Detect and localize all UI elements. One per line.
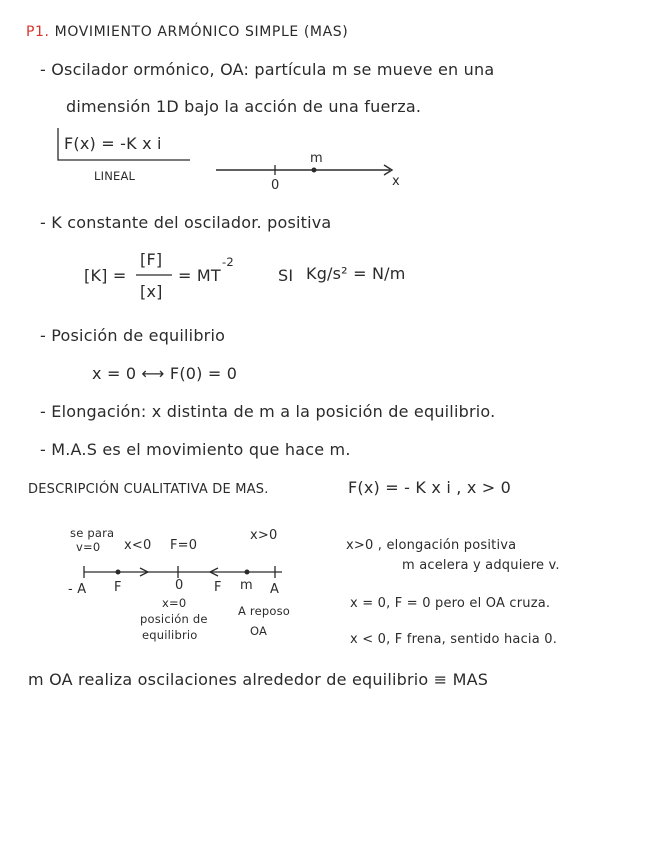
left-particle-dot: [116, 570, 121, 575]
axis-particle-label: m: [310, 151, 323, 166]
qualitative-formula: F(x) = - K x i , x > 0: [348, 478, 512, 497]
dimension-rhs: = MT: [178, 266, 221, 285]
si-units: Kg/s² = N/m: [306, 264, 406, 283]
qualitative-heading: DESCRIPCIÓN CUALITATIVA DE MAS.: [28, 482, 269, 497]
formula-box: [58, 128, 190, 160]
particle-dot: [312, 168, 317, 173]
label-v0: v=0: [76, 540, 101, 554]
oscillator-definition-line2: dimensión 1D bajo la acción de una fuerza.: [66, 97, 422, 116]
label-oa: OA: [250, 624, 268, 638]
label-force-left: F: [114, 580, 122, 595]
equilibrium-line: - Posición de equilibrio: [40, 326, 226, 345]
label-x-positive: x>0: [250, 528, 278, 543]
mas-line: - M.A.S es el movimiento que hace m.: [40, 440, 351, 459]
label-se-para: se para: [70, 526, 115, 540]
dimension-lhs: [K] =: [84, 266, 127, 285]
dimension-numerator: [F]: [140, 250, 163, 269]
label-zero: 0: [175, 578, 184, 593]
axis-x-label: x: [392, 174, 400, 189]
note-positive-elongation: x>0 , elongación positiva: [346, 538, 517, 553]
label-equilibrio: equilibrio: [142, 628, 198, 642]
title-text: MOVIMIENTO ARMÓNICO SIMPLE (MAS): [54, 24, 349, 40]
lineal-label: LINEAL: [94, 169, 136, 183]
note-negative-brakes: x < 0, F frena, sentido hacia 0.: [350, 632, 558, 647]
dimension-denominator: [x]: [140, 282, 163, 301]
label-posicion: posición de: [140, 612, 208, 626]
elongation-line: - Elongación: x distinta de m a la posición de equilibrio.: [40, 402, 496, 421]
conclusion-line: m OA realiza oscilaciones alrededor de equilibrio ≡ MAS: [28, 670, 489, 689]
label-a: A: [270, 582, 280, 597]
label-m: m: [240, 578, 253, 593]
si-label: SI: [278, 266, 294, 285]
force-formula: F(x) = -K x i: [64, 134, 162, 153]
label-x-negative: x<0: [124, 538, 152, 553]
label-x-zero: x=0: [162, 596, 187, 610]
label-force-zero: F=0: [170, 538, 198, 553]
label-force-right: F: [214, 580, 222, 595]
constant-line: - K constante del oscilador. positiva: [40, 213, 332, 232]
problem-number: P1.: [26, 24, 50, 40]
oscillator-definition-line1: - Oscilador ormónico, OA: partícula m se mueve en una: [40, 60, 495, 79]
note-zero-crossing: x = 0, F = 0 pero el OA cruza.: [350, 596, 551, 611]
note-accelerates: m acelera y adquiere v.: [402, 558, 560, 573]
dimension-exponent: -2: [222, 255, 234, 269]
label-reposo: A reposo: [238, 604, 291, 618]
axis-origin-label: 0: [271, 178, 280, 193]
right-particle-dot: [245, 570, 250, 575]
equilibrium-relation: x = 0 ⟷ F(0) = 0: [92, 364, 238, 383]
label-minus-a: - A: [68, 582, 87, 597]
